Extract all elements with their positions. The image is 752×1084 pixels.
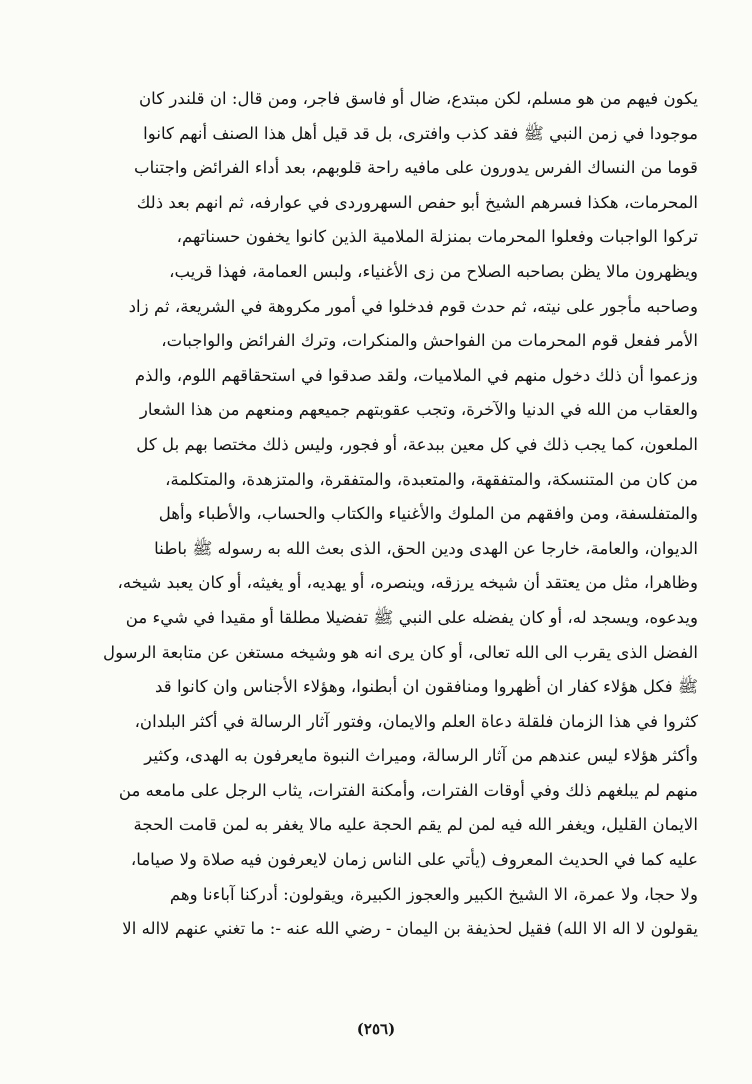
text-line-8: الأمر ففعل قوم المحرمات من الفواحش والمنكرات، وترك الفرائض والواجبات، bbox=[161, 331, 698, 351]
text-line-11: الملعون، كما يجب ذلك في كل معين ببدعة، أو فجور، وليس ذلك مختصا بهم بل كل bbox=[136, 434, 698, 454]
text-line-5: تركوا الواجبات وفعلوا المحرمات بمنزلة الملامية الذين كانوا يخفون حسناتهم، bbox=[176, 227, 698, 247]
text-line-21: منهم لم يبلغهم ذلك وفي أوقات الفترات، وأمكنة الفترات، يثاب الرجل على مامعه من bbox=[118, 780, 698, 800]
text-line-22: الايمان القليل، ويغفر الله فيه لمن لم يقم الحجة عليه مالا يغفر به لمن قامت الحجة bbox=[133, 815, 698, 835]
text-line-13: والمتفلسفة، ومن وافقهم من الملوك والأغنياء والكتاب والحساب، والأطباء وأهل bbox=[158, 504, 698, 524]
body-text bbox=[90, 82, 698, 947]
text-line-6: ويظهرون مالا يظن بصاحبه الصلاح من زى الأغنياء، ولبس العمامة، فهذا قريب، bbox=[169, 261, 698, 281]
page-number: (٢٥٦) bbox=[356, 1020, 396, 1038]
text-line-16: ويدعوه، ويسجد له، أو كان يفضله على النبي ﷺ تفضيلا مطلقا أو مقيدا في شيء من bbox=[125, 607, 698, 627]
text-line-4: المحرمات، هكذا فسرهم الشيخ أبو حفص السهروردى في عوارفه، ثم انهم بعد ذلك bbox=[136, 192, 698, 212]
text-line-14: الديوان، والعامة، خارجا عن الهدى ودين الحق، الذى بعث الله به رسوله ﷺ باطنا bbox=[154, 538, 698, 558]
text-line-23: عليه كما في الحديث المعروف (يأتي على الناس زمان لايعرفون فيه صلاة ولا صياما، bbox=[130, 850, 698, 870]
text-line-20: وأكثر هؤلاء ليس عندهم من آثار الرسالة، وميراث النبوة مايعرفون به الهدى، وكثير bbox=[144, 746, 698, 766]
text-line-18: ﷺ فكل هؤلاء كفار ان أظهروا ومنافقون ان أبطنوا، وهؤلاء الأجناس وان كانوا قد bbox=[155, 677, 698, 697]
text-line-9: وزعموا أن ذلك دخول منهم في الملاميات، ولقد صدقوا في استحقاقهم اللوم، والذم bbox=[134, 365, 698, 385]
text-line-19: كثروا في هذا الزمان فلقلة دعاة العلم والايمان، وفتور آثار الرسالة في أكثر البلدان، bbox=[134, 711, 698, 731]
text-line-24: ولا حجا، ولا عمرة، الا الشيخ الكبير والعجوز الكبيرة، ويقولون: أدركنا آباءنا وهم bbox=[169, 884, 698, 904]
text-line-25: يقولون لا اله الا الله) فقيل لحذيفة بن اليمان - رضي الله عنه -: ما تغني عنهم لااله الا bbox=[122, 919, 698, 939]
text-line-1: يكون فيهم من هو مسلم، لكن مبتدع، ضال أو فاسق فاجر، ومن قال: ان قلندر كان bbox=[138, 89, 698, 108]
text-line-15: وظاهرا، مثل من يعتقد أن شيخه يرزقه، وينصره، أو يهديه، أو يغيثه، أو كان يعبد شيخه، bbox=[117, 573, 698, 593]
text-line-12: من كان من المتنسكة، والمتفقهة، والمتعبدة، والمتفقرة، والمتزهدة، والمتكلمة، bbox=[165, 469, 698, 489]
text-line-2: موجودا في زمن النبي ﷺ فقد كذب وافترى، بل قد قيل أهل هذا الصنف أنهم كانوا bbox=[143, 123, 698, 143]
text-line-7: وصاحبه مأجور على نيته، ثم حدث قوم فدخلوا في أمور مكروهة في الشريعة، ثم زاد bbox=[128, 296, 698, 316]
text-line-17: الفضل الذى يقرب الى الله تعالى، أو كان يرى انه هو وشيخه مستغن عن متابعة الرسول bbox=[103, 642, 698, 662]
text-line-10: والعقاب من الله في الدنيا والآخرة، وتجب عقوبتهم جميعهم ومنعهم من هذا الشعار bbox=[139, 400, 698, 420]
text-line-3: قوما من النساك الفرس يدورون على مافيه راحة قلوبهم، بعد أداء الفرائض واجتناب bbox=[133, 158, 698, 178]
